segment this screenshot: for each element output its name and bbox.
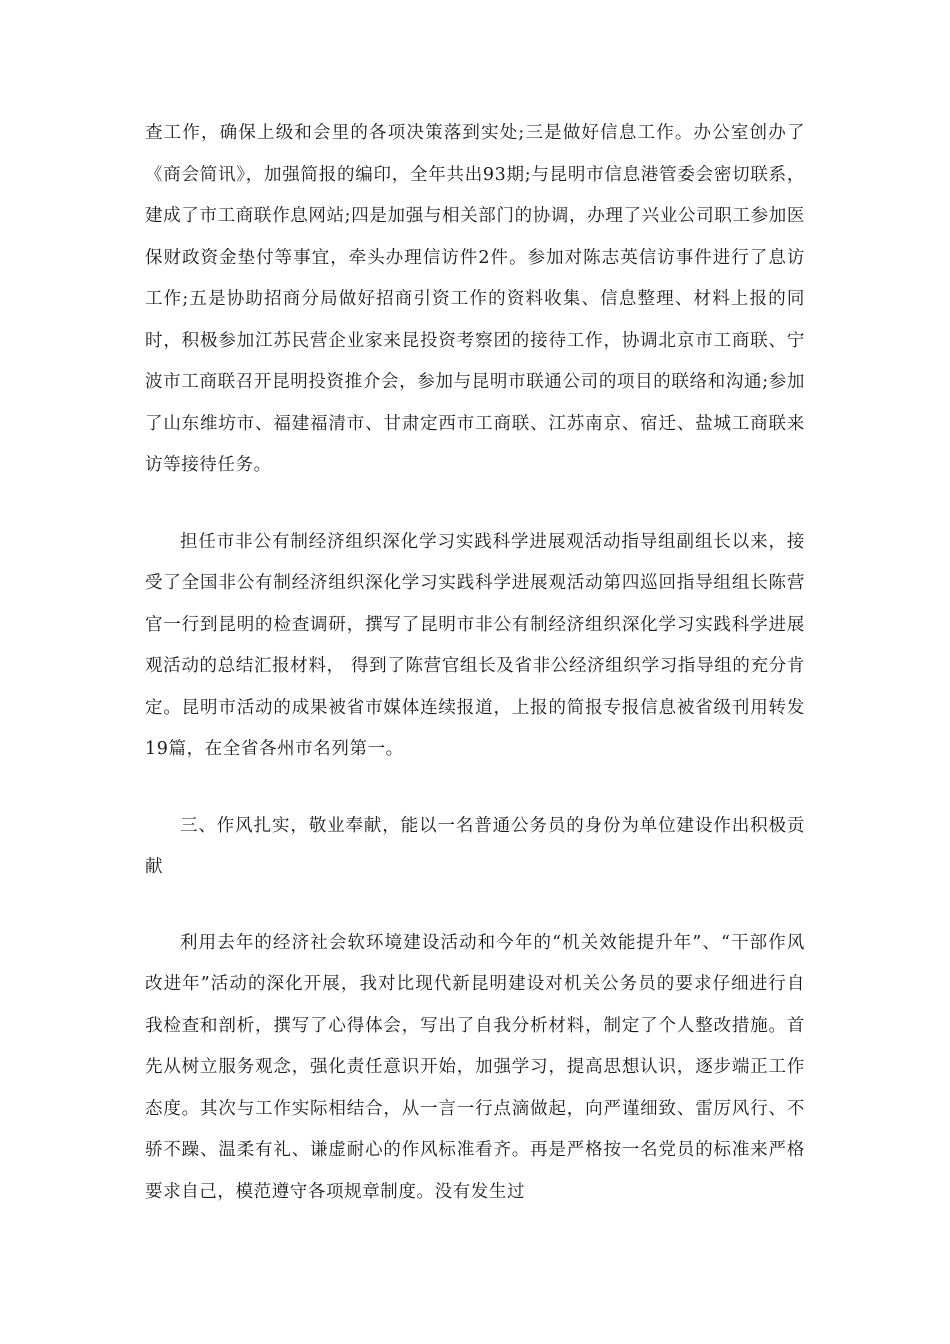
- paragraph-guidance-group: 担任市非公有制经济组织深化学习实践科学进展观活动指导组副组长以来，接受了全国非公有制经济组织深化学习实践科学进展观活动第四巡回指导组组长陈营官一行到昆明的检查调研，撰写了昆明市非公有制经济组织深化学习实践科学进展观活动的总结汇报材料， 得到了陈营官组长及省非公经济组织学习指导组的充分肯定。昆明市活动的成果被省市媒体连续报道，上报的简报专报信息被省级刊用转发19篇，在全省各州市名列第一。: [145, 531, 805, 759]
- paragraph-spacer: [145, 889, 805, 923]
- paragraph-work-style: 利用去年的经济社会软环境建设活动和今年的“机关效能提升年”、“干部作风改进年”活动的深化开展，我对比现代新昆明建设对机关公务员的要求仔细进行自我检查和剖析，撰写了心得体会，写出了自我分析材料，制定了个人整改措施。首先从树立服务观念，强化责任意识开始，加强学习，提高思想认识，逐步端正工作态度。其次与工作实际相结合，从一言一行点滴做起，向严谨细致、雷厉风行、不骄不躁、温柔有礼、谦虚耐心的作风标准看齐。再是严格按一名党员的标准来严格要求自己，模范遵守各项规章制度。没有发生过: [145, 932, 805, 1202]
- section-heading-three: 三、作风扎实，敬业奉献，能以一名普通公务员的身份为单位建设作出积极贡献: [145, 815, 805, 877]
- paragraph-spacer: [145, 487, 805, 522]
- document-body: [145, 113, 805, 1213]
- paragraph-continuation: 查工作，确保上级和会里的各项决策落到实处;三是做好信息工作。办公室创办了《商会简讯》，加强简报的编印，全年共出93期;与昆明市信息港管委会密切联系，建成了市工商联作息网站;四是加强与相关部门的协调，办理了兴业公司职工参加医保财政资金垫付等事宜，牵头办理信访件2件。参加对陈志英信访事件进行了息访工作;五是协助招商分局做好招商引资工作的资料收集、信息整理、材料上报的同时，积极参加江苏民营企业家来昆投资考察团的接待工作，协调北京市工商联、宁波市工商联召开昆明投资推介会，参加与昆明市联通公司的项目的联络和沟通;参加了山东维坊市、福建福清市、甘肃定西市工商联、江苏南京、宿迁、盐城工商联来访等接待任务。: [145, 123, 805, 475]
- paragraph-spacer: [145, 771, 805, 806]
